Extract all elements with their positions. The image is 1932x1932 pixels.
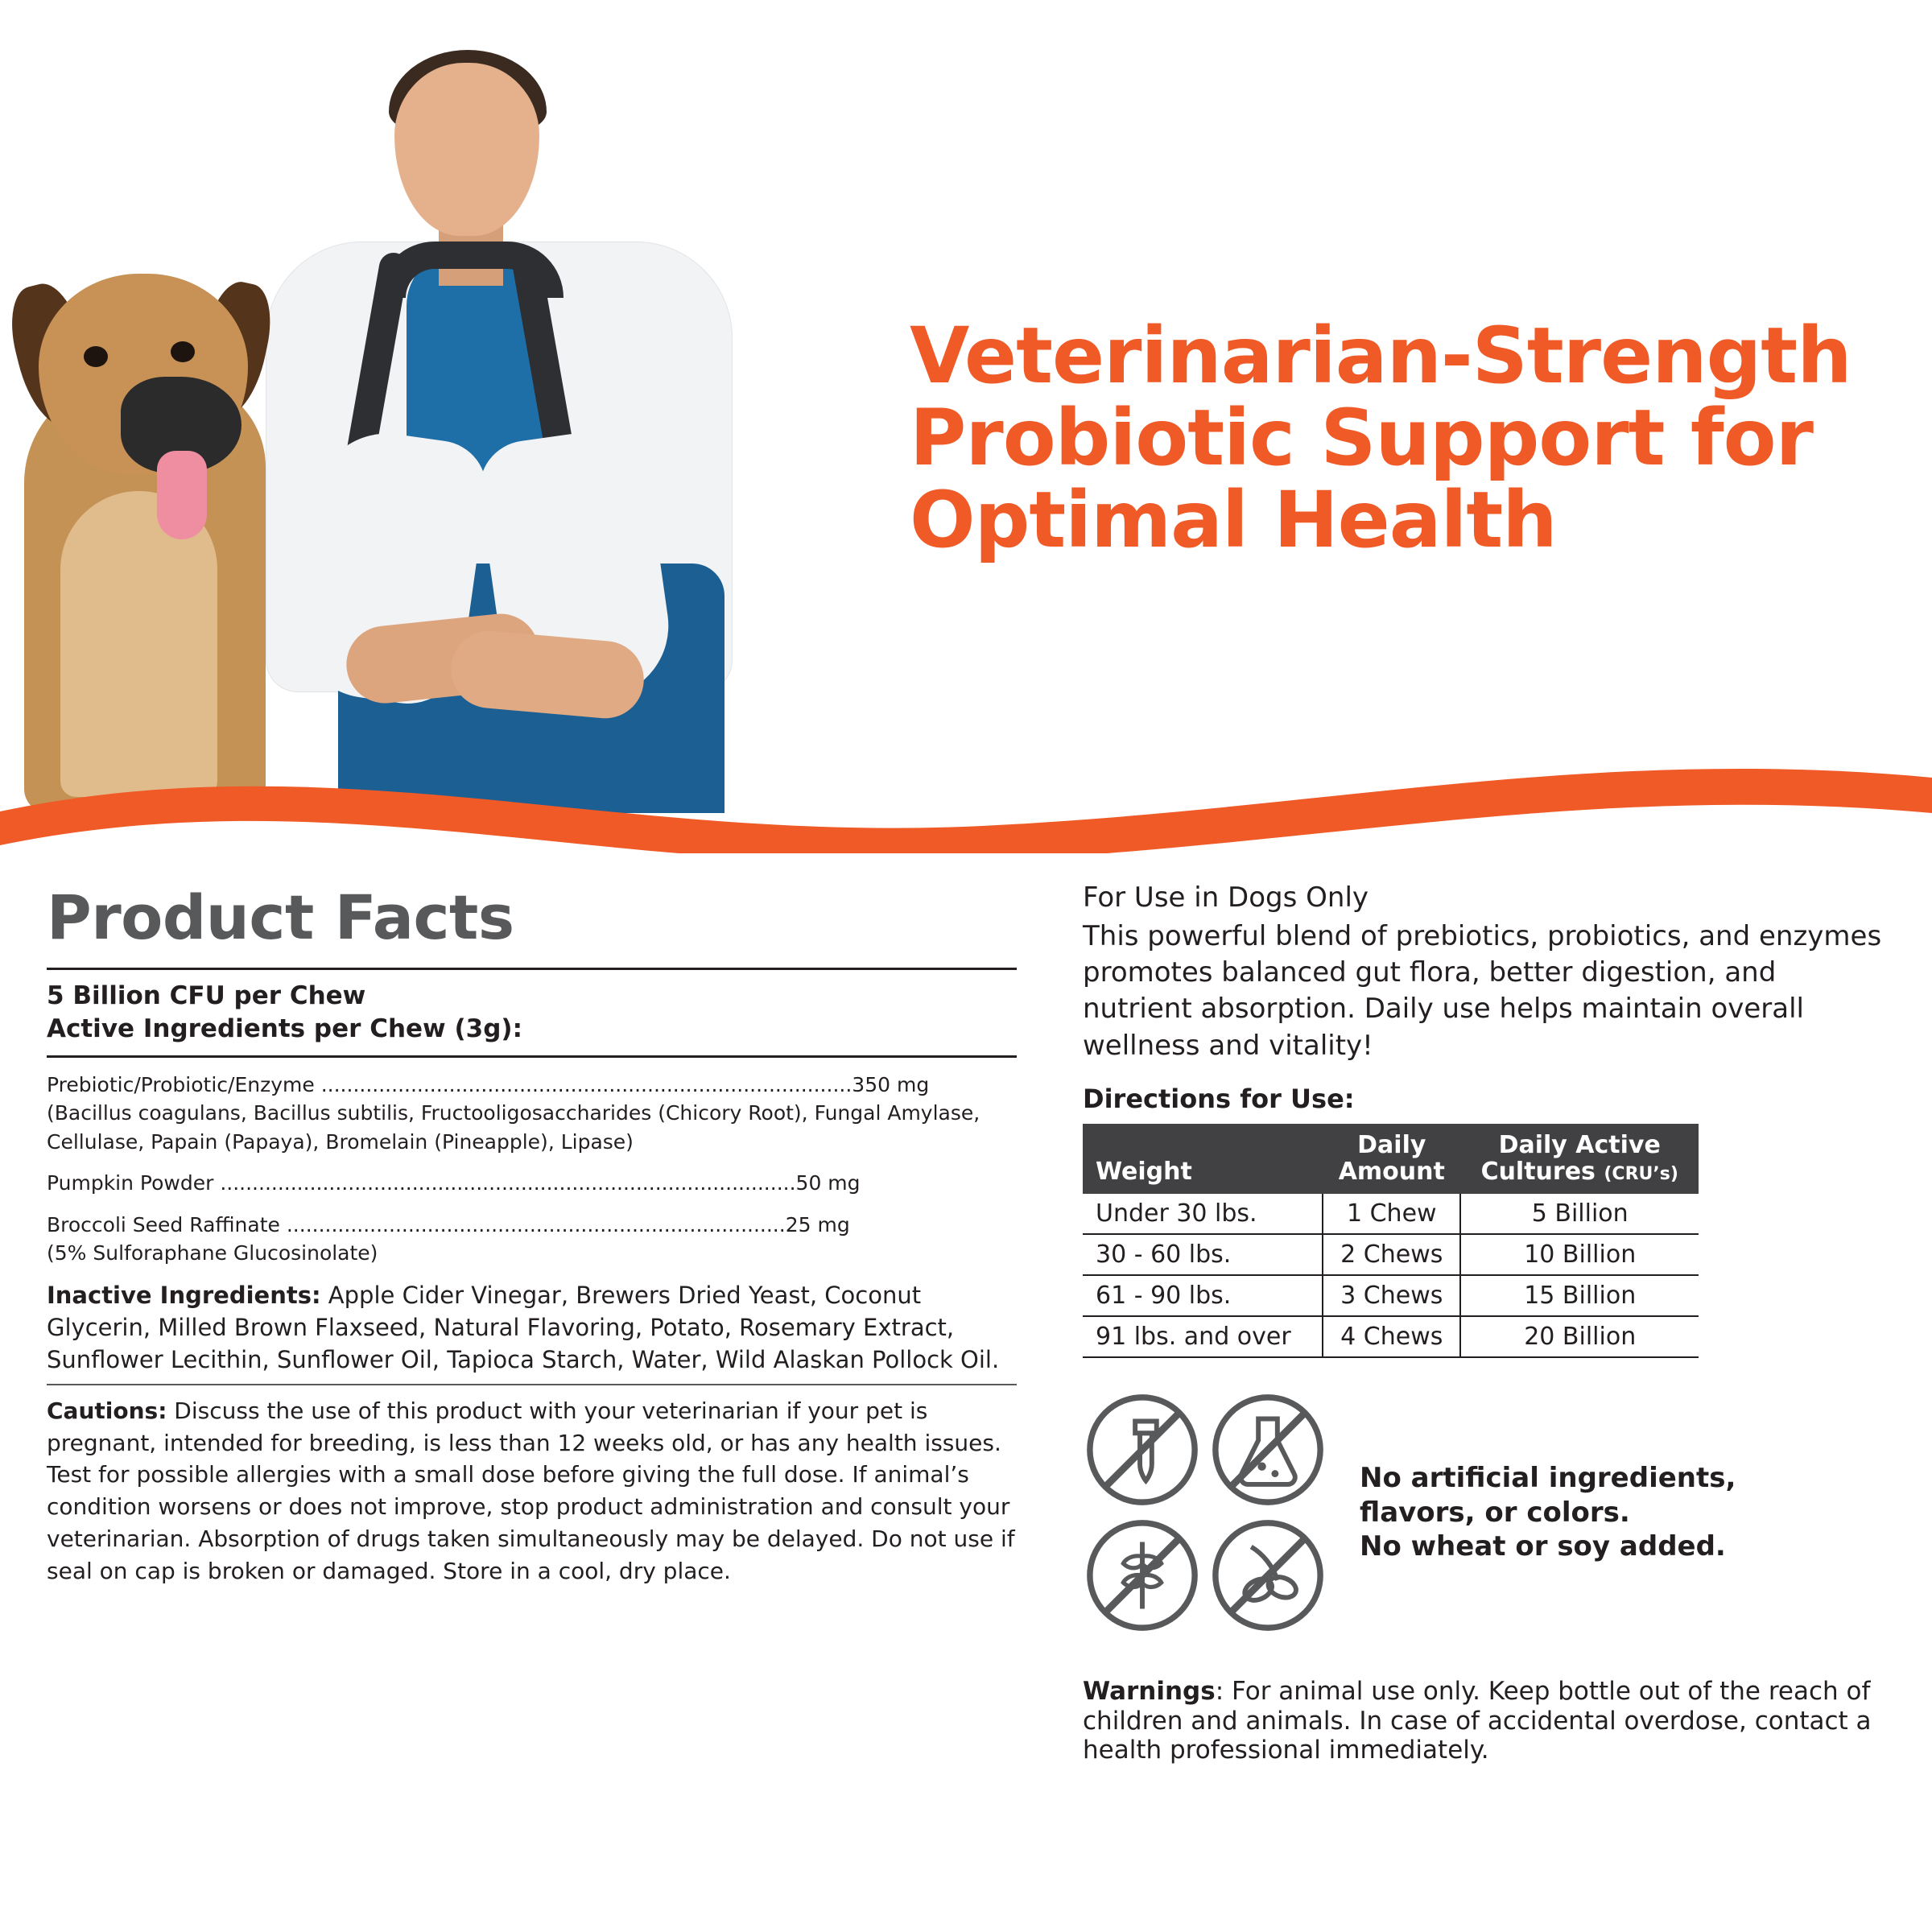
cell-weight: 91 lbs. and over bbox=[1083, 1316, 1323, 1357]
cell-daily-amount: 2 Chews bbox=[1323, 1234, 1460, 1275]
cru-note: (CRU’s) bbox=[1604, 1164, 1678, 1185]
orange-wave-divider bbox=[0, 749, 1932, 853]
column-header-daily-amount: Daily Amount bbox=[1323, 1124, 1460, 1194]
warnings-block bbox=[1083, 1677, 1888, 1765]
facts-header bbox=[47, 970, 1017, 1055]
table-row bbox=[1083, 1316, 1699, 1357]
cfu-line: 5 Billion CFU per Chew bbox=[47, 981, 366, 1010]
table-header-row bbox=[1083, 1124, 1699, 1194]
inactive-ingredients-text: Apple Cider Vinegar, Brewers Dried Yeast, Coconut Glycerin, Milled Brown Flaxseed, Natural Flavoring, Potato, Rosemary Extract, Sunflower Lecithin, Sunflower Oil, Tapioca Starch, Water, Wild Alaskan Pollock Oil. bbox=[47, 1281, 1000, 1373]
cell-daily-cultures: 20 Billion bbox=[1460, 1316, 1699, 1357]
directions-title: Directions for Use: bbox=[1083, 1083, 1355, 1114]
active-ingredients-line: Active Ingredients per Chew (3g): bbox=[47, 1013, 522, 1043]
ingredient-amount: 50 mg bbox=[795, 1171, 861, 1195]
ingredient-sub: (Bacillus coagulans, Bacillus subtilis, Fructooligosaccharides (Chicory Root), Fungal Amylase, Cellulase, Papain (Papaya), Bromelain (Pineapple), Lipase) bbox=[47, 1101, 980, 1154]
use-description: This powerful blend of prebiotics, probiotics, and enzymes promotes balanced gut flora, better digestion, and nutrient absorption. Daily use helps maintain overall wellness and vitality! bbox=[1083, 920, 1882, 1062]
table-row bbox=[1083, 1275, 1699, 1316]
ingredient-sub: (5% Sulforaphane Glucosinolate) bbox=[47, 1241, 378, 1265]
badge-text bbox=[1360, 1461, 1736, 1564]
ingredient-name: Pumpkin Powder bbox=[47, 1171, 214, 1195]
warnings-text: : For animal use only. Keep bottle out of the reach of children and animals. In case of accidental overdose, contact a health professional immediately. bbox=[1083, 1677, 1872, 1765]
no-flask-icon bbox=[1208, 1390, 1327, 1509]
cautions-text: Discuss the use of this product with your veterinarian if your pet is pregnant, intended for breeding, is less than 12 weeks old, or has any health issues. Test for possible allergies with a small dose before giving the full dose. If animal’s condition worsens or does not improve, stop product administration and consult your veterinarian. Absorption of drugs taken simultaneously may be delayed. Do not use if seal on cap is broken or damaged. Store in a cool, dry place. bbox=[47, 1397, 1015, 1584]
badge-line-1: No artificial ingredients, bbox=[1360, 1461, 1736, 1494]
ingredient-name: Broccoli Seed Raffinate bbox=[47, 1212, 280, 1236]
cell-daily-cultures: 10 Billion bbox=[1460, 1234, 1699, 1275]
cell-weight: 61 - 90 lbs. bbox=[1083, 1275, 1323, 1316]
no-wheat-icon bbox=[1083, 1516, 1202, 1635]
directions-table bbox=[1083, 1124, 1699, 1358]
cautions-block bbox=[47, 1385, 1017, 1587]
column-header-daily-active-cultures: Daily Active Cultures (CRU’s) bbox=[1460, 1124, 1699, 1194]
cell-daily-amount: 1 Chew bbox=[1323, 1194, 1460, 1234]
ingredient-amount: 25 mg bbox=[785, 1212, 850, 1236]
cell-weight: Under 30 lbs. bbox=[1083, 1194, 1323, 1234]
inactive-ingredients-label: Inactive Ingredients: bbox=[47, 1281, 321, 1309]
veterinarian-with-dog-photo bbox=[0, 0, 813, 813]
content-area bbox=[0, 881, 1932, 1932]
column-header-weight: Weight bbox=[1083, 1124, 1323, 1194]
ingredient-row bbox=[47, 1058, 1017, 1157]
ingredient-row bbox=[47, 1198, 1017, 1268]
cell-daily-cultures: 15 Billion bbox=[1460, 1275, 1699, 1316]
no-soy-icon bbox=[1208, 1516, 1327, 1635]
cell-weight: 30 - 60 lbs. bbox=[1083, 1234, 1323, 1275]
usage-panel bbox=[1083, 881, 1888, 1765]
badge-icon-grid bbox=[1083, 1390, 1327, 1635]
ingredient-name: Prebiotic/Probiotic/Enzyme bbox=[47, 1072, 315, 1096]
cell-daily-amount: 4 Chews bbox=[1323, 1316, 1460, 1357]
ingredient-row bbox=[47, 1156, 1017, 1198]
ingredient-leader: .............................................................................. bbox=[279, 1212, 786, 1236]
ingredient-leader: .......................................................................................... bbox=[213, 1171, 796, 1195]
table-row bbox=[1083, 1194, 1699, 1234]
ingredient-leader: ................................................................................... bbox=[314, 1072, 852, 1096]
cell-daily-cultures: 5 Billion bbox=[1460, 1194, 1699, 1234]
table-row bbox=[1083, 1234, 1699, 1275]
inactive-ingredients bbox=[47, 1268, 1017, 1384]
page-title: Product Facts bbox=[47, 881, 514, 953]
cell-daily-amount: 3 Chews bbox=[1323, 1275, 1460, 1316]
cautions-label: Cautions: bbox=[47, 1397, 167, 1424]
use-title: For Use in Dogs Only bbox=[1083, 881, 1369, 914]
badge-line-2: flavors, or colors. bbox=[1360, 1496, 1630, 1529]
badge-line-3: No wheat or soy added. bbox=[1360, 1530, 1726, 1563]
hero-section bbox=[0, 0, 1932, 853]
ingredient-amount: 350 mg bbox=[852, 1072, 930, 1096]
product-facts-panel bbox=[47, 881, 1017, 1587]
badges-section bbox=[1083, 1390, 1888, 1635]
hero-heading: Veterinarian-Strength Probiotic Support for Optimal Health bbox=[910, 311, 1852, 565]
warnings-label: Warnings bbox=[1083, 1677, 1216, 1707]
no-dropper-icon bbox=[1083, 1390, 1202, 1509]
